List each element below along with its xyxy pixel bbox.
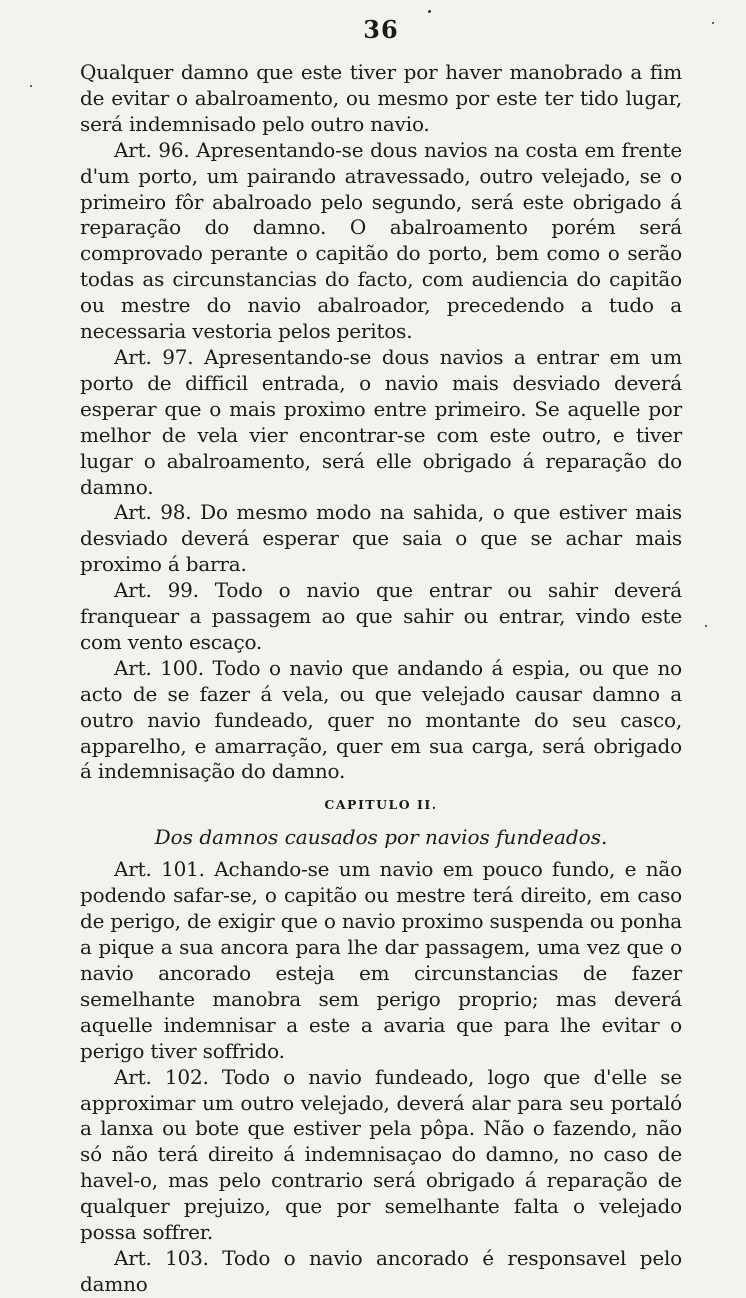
paragraph-art-103: Art. 103. Todo o navio ancorado é responsavel pelo damno: [80, 1245, 682, 1296]
page-number: 36: [363, 15, 399, 44]
paragraph-continuation: Qualquer damno que este tiver por haver manobrado a fim de evitar o abalroamento, ou mesmo por este ter tido lugar, será indemnisado pelo outro navio.: [80, 60, 682, 136]
chapter-heading: CAPITULO II.: [324, 797, 438, 813]
paper-speck: [30, 85, 32, 87]
paragraph-art-101: Art. 101. Achando-se um navio em pouco fundo, e não podendo safar-se, o capitão ou mestre terá direito, em caso de perigo, de exigir que o navio proximo suspenda ou ponha a pique a sua ancora para lhe dar passagem, uma vez que o navio ancorado esteja em circunstancias de fazer semelhante manobra sem perigo proprio; mas deverá aquelle indemnisar a este a avaria que para lhe evitar o perigo tiver soffrido.: [80, 857, 682, 1063]
paper-speck: [705, 625, 707, 627]
paragraph-art-100: Art. 100. Todo o navio que andando á espia, ou que no acto de se fazer á vela, ou que velejado causar damno a outro navio fundeado, quer no montante do seu casco, apparelho, e amarração, quer em sua carga, será obrigado á indemnisação do damno.: [80, 655, 682, 784]
chapter-subtitle: Dos damnos causados por navios fundeados.: [154, 825, 608, 850]
paragraph-art-97: Art. 97. Apresentando-se dous navios a entrar em um porto de difficil entrada, o navio mais desviado deverá esperar que o mais proximo entre primeiro. Se aquelle por melhor de vela vier encontrar-se com este outro, e tiver lugar o abalroamento, será elle obrigado á reparação do damno.: [80, 344, 682, 499]
paragraph-art-98: Art. 98. Do mesmo modo na sahida, o que estiver mais desviado deverá esperar que saia o que se achar mais proximo á barra.: [80, 500, 682, 577]
paragraph-art-96: Art. 96. Apresentando-se dous navios na costa em frente d'um porto, um pairando atravessado, outro velejado, se o primeiro fôr abalroado pelo segundo, será este obrigado á reparação do damno. O abalroamento porém será comprovado perante o capitão do porto, bem como o serão todas as circunstancias do facto, com audiencia do capitão ou mestre do navio abalroador, precedendo a tudo a necessaria vestoria pelos peritos.: [80, 137, 682, 344]
paper-speck: [428, 10, 431, 13]
paper-speck: [712, 22, 714, 24]
paragraph-art-102: Art. 102. Todo o navio fundeado, logo que d'elle se approximar um outro velejado, deverá alar para seu portaló a lanxa ou bote que estiver pela pôpa. Não o fazendo, não só não terá direito á indemnisaçao do damno, no caso de havel-o, mas pelo contrario será obrigado á reparação de qualquer prejuizo, que por semelhante falta o velejado possa soffrer.: [80, 1064, 682, 1245]
paragraph-art-99: Art. 99. Todo o navio que entrar ou sahir deverá franquear a passagem ao que sahir ou entrar, vindo este com vento escaço.: [80, 578, 682, 654]
